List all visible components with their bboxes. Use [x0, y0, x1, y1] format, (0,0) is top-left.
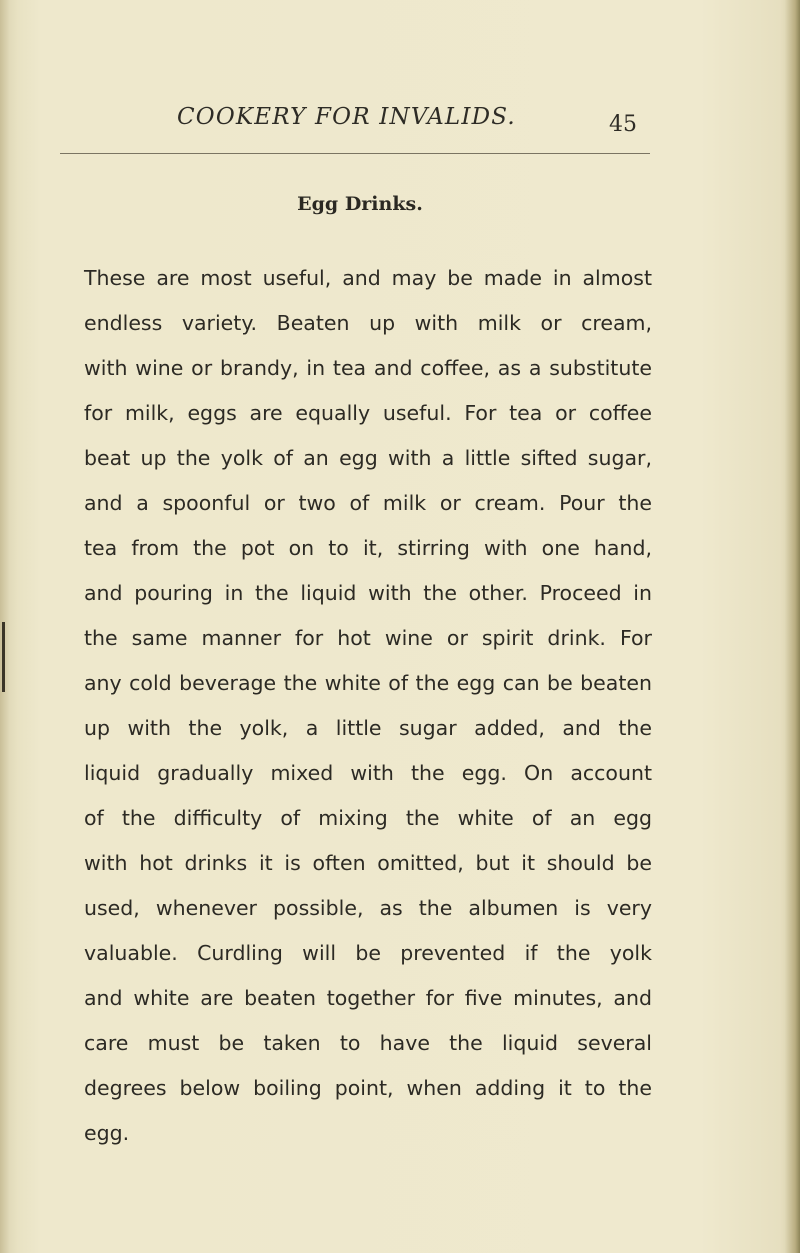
running-head	[0, 104, 800, 140]
text-line: and pouring in the liquid with the other. Proceed in	[84, 581, 652, 605]
text-line: any cold beverage the white of the egg can be beaten	[84, 671, 652, 695]
text-line: These are most useful, and may be made in almost	[84, 266, 652, 290]
text-line: with hot drinks it is often omitted, but it should be	[84, 851, 652, 875]
text-line: liquid gradually mixed with the egg. On account	[84, 761, 652, 785]
text-line: with wine or brandy, in tea and coffee, as a substitute	[84, 356, 652, 380]
page-right-edge	[784, 0, 800, 1253]
text-line: of the difficulty of mixing the white of an egg	[84, 806, 652, 830]
section-title: Egg Drinks.	[297, 193, 423, 215]
text-line: beat up the yolk of an egg with a little sifted sugar,	[84, 446, 652, 470]
margin-mark	[2, 622, 5, 692]
text-line: tea from the pot on to it, stirring with one hand,	[84, 536, 652, 560]
text-line: egg.	[84, 1121, 130, 1145]
page-number: 45	[609, 112, 637, 137]
text-line: endless variety. Beaten up with milk or cream,	[84, 311, 652, 335]
text-line: care must be taken to have the liquid several	[84, 1031, 652, 1055]
text-line: degrees below boiling point, when adding it to the	[84, 1076, 652, 1100]
running-title: COOKERY FOR INVALIDS.	[177, 104, 516, 130]
header-rule	[60, 153, 650, 154]
text-line: and a spoonful or two of milk or cream. Pour the	[84, 491, 652, 515]
text-line: up with the yolk, a little sugar added, and the	[84, 716, 652, 740]
text-line: used, whenever possible, as the albumen is very	[84, 896, 652, 920]
text-line: and white are beaten together for five minutes, and	[84, 986, 652, 1010]
text-line: valuable. Curdling will be prevented if the yolk	[84, 941, 652, 965]
text-line: for milk, eggs are equally useful. For tea or coffee	[84, 401, 652, 425]
text-line: the same manner for hot wine or spirit drink. For	[84, 626, 652, 650]
